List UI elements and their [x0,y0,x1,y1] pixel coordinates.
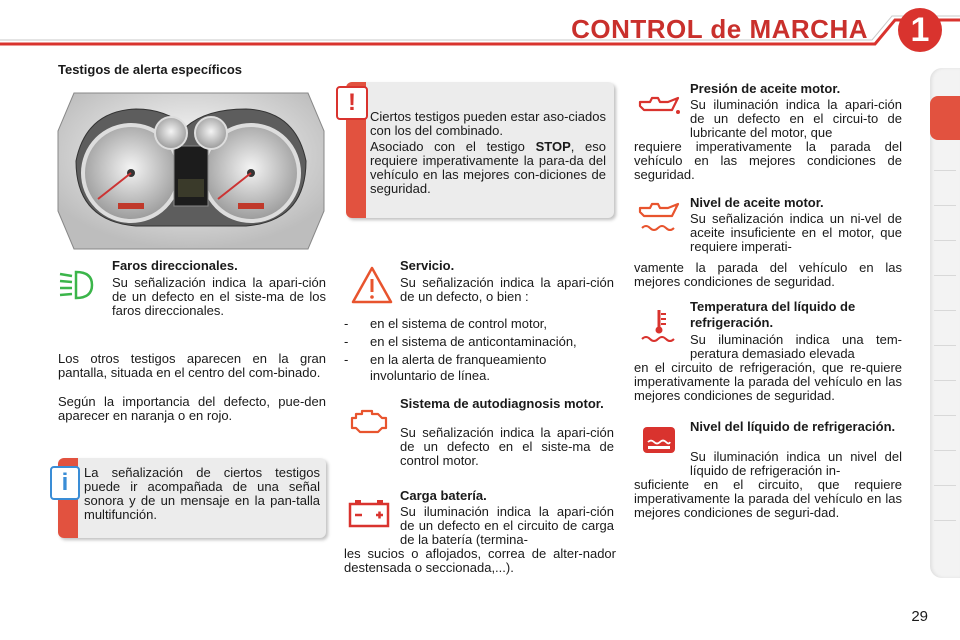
servicio-title: Servicio. [400,258,455,273]
tab-divider [934,310,956,311]
tab-divider [934,415,956,416]
autodiag-title: Sistema de autodiagnosis motor. [400,396,604,411]
coolant-temperature-icon [638,306,680,344]
nivel-aceite-text-1: Su señalización indica un ni-vel de aceite insuficiente en el motor, que requiere imperati- [690,211,902,254]
tab-divider [934,345,956,346]
nivel-refrig-text-2: suficiente en el circuito, que requiere imperativamente la parada del vehículo en las mejores condiciones de seguri-dad. [634,477,902,520]
tab-divider [934,450,956,451]
temp-text-2: en el circuito de refrigeración, que re-quiere imperativamente la parada del vehículo en las mejores condiciones de seguridad. [634,360,902,403]
temp-text-1: Su iluminación indica una tem-peratura demasiado elevada [690,332,902,361]
warning-text-2: Asociado con el testigo STOP, eso requiere imperativamente la para-da del vehículo en las mejores con-diciones de seguridad. [370,139,606,196]
bateria-title: Carga batería. [400,488,487,503]
stop-label: STOP [535,139,571,154]
service-warning-icon [350,265,394,305]
info-box-text: La señalización de ciertos testigos puede ir acompañada de una señal sonora y de un mensaje en la pan-talla multifunción. [84,465,320,522]
direction-headlamp-icon [58,268,104,302]
faros-text: Su señalización indica la apari-ción de un defecto en el siste-ma de los faros direccionales. [112,275,326,318]
nivel-aceite-title: Nivel de aceite motor. [690,195,824,210]
faros-title: Faros direccionales. [112,258,238,273]
paragraph-color-severity: Según la importancia del defecto, pue-den aparecer en naranja o en rojo. [58,394,326,423]
bateria-text-2: les sucios o aflojados, correa de alter-nador destensada o seccionada,...). [344,546,616,575]
side-tab-active[interactable] [930,96,960,140]
paragraph-main-display: Los otros testigos aparecen en la gran pantalla, situada en el centro del com-binado. [58,351,326,380]
engine-check-icon [348,406,390,436]
autodiag-text: Su señalización indica la apari-ción de un defecto en el siste-ma de control motor. [400,425,614,468]
tab-divider [934,170,956,171]
chapter-title: CONTROL de MARCHA [571,14,868,44]
tab-divider [934,380,956,381]
nivel-refrig-title: Nivel del líquido de refrigeración. [690,419,896,434]
bateria-text-1: Su iluminación indica la apari-ción de un defecto en el circuito de carga de la batería (termina- [400,504,614,547]
side-tab-strip [930,68,960,578]
tab-divider [934,205,956,206]
oil-pressure-icon [636,92,682,118]
servicio-list [344,316,616,386]
list-item: - en el sistema de control motor, [344,316,616,332]
oil-level-icon [636,198,682,234]
exclamation-icon: ! [336,86,368,120]
chapter-number-badge: 1 [898,8,942,52]
list-item: - en la alerta de franqueamiento involuntario de línea. [344,352,616,384]
section-title: Testigos de alerta específicos [58,62,242,77]
info-icon: i [50,466,80,500]
presion-title: Presión de aceite motor. [690,81,841,96]
instrument-cluster-image [56,91,326,251]
presion-text-2: requiere imperativamente la parada del vehículo en las mejores condiciones de seguridad. [634,139,902,182]
tab-divider [934,485,956,486]
nivel-refrig-text-1: Su iluminación indica un nivel del líquido de refrigeración in- [690,449,902,478]
tab-divider [934,275,956,276]
list-item: - en el sistema de anticontaminación, [344,334,616,350]
temp-title: Temperatura del líquido de refrigeración. [690,299,856,330]
battery-icon [346,496,392,530]
coolant-level-icon [642,426,676,454]
page-number: 29 [911,608,928,625]
warning-text-1: Ciertos testigos pueden estar aso-ciados con los del combinado. [370,109,606,138]
presion-text-1: Su iluminación indica la apari-ción de un defecto en el circui-to de lubricante del motor, que [690,97,902,140]
nivel-aceite-text-2: vamente la parada del vehículo en las mejores condiciones de seguridad. [634,260,902,289]
servicio-text: Su señalización indica la apari-ción de un defecto, o bien : [400,275,614,304]
tab-divider [934,240,956,241]
tab-divider [934,520,956,521]
